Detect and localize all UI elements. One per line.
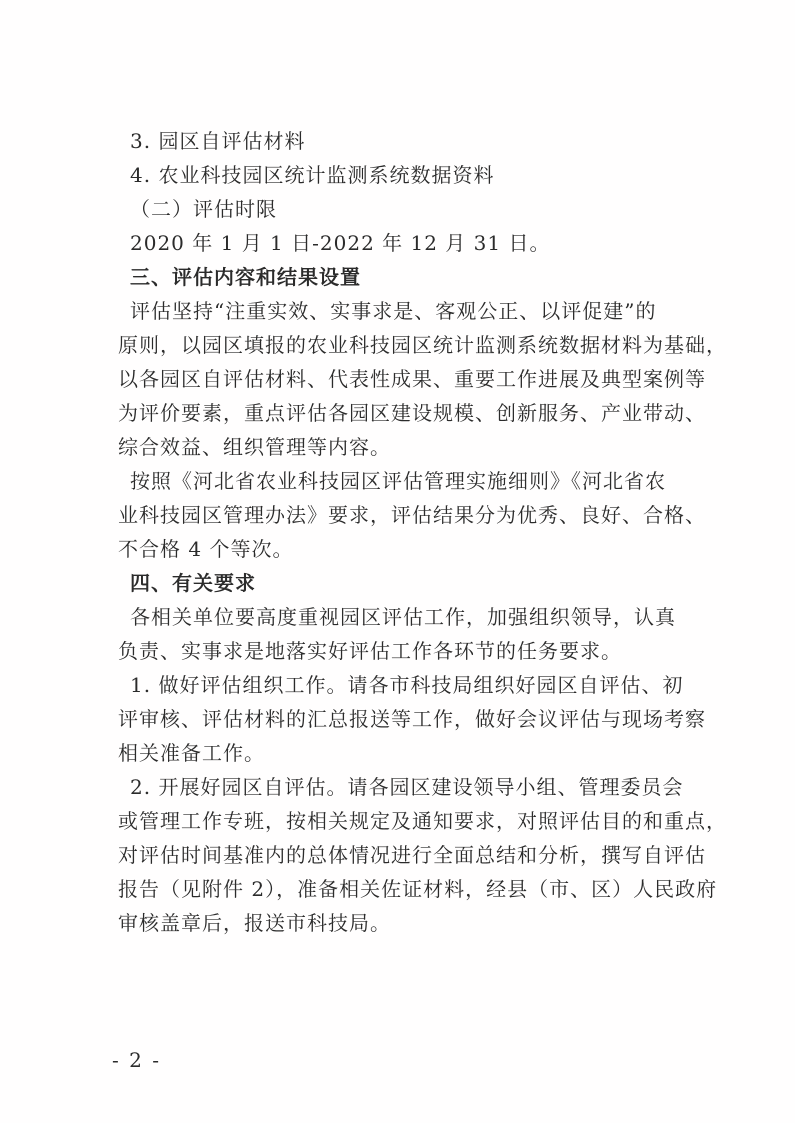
section-heading-3: 三、评估内容和结果设置 <box>130 265 361 289</box>
requirement-item-1: 1. 做好评估组织工作。请各市科技局组织好园区自评估、初 <box>130 673 684 697</box>
paragraph-line: 对评估时间基准内的总体情况进行全面总结和分析，撰写自评估 <box>118 843 706 867</box>
paragraph-line: 评审核、评估材料的汇总报送等工作，做好会议评估与现场考察 <box>118 707 706 731</box>
paragraph-line: 原则，以园区填报的农业科技园区统计监测系统数据材料为基础， <box>118 333 727 357</box>
paragraph-line: 为评价要素，重点评估各园区建设规模、创新服务、产业带动、 <box>118 401 706 425</box>
paragraph-line: 负责、实事求是地落实好评估工作各环节的任务要求。 <box>118 639 622 663</box>
list-item-3: 3. 园区自评估材料 <box>130 129 306 153</box>
page-number: - 2 - <box>112 1048 161 1072</box>
section-heading-4: 四、有关要求 <box>130 571 256 595</box>
paragraph-line: 不合格 4 个等次。 <box>118 537 294 561</box>
paragraph-line: 综合效益、组织管理等内容。 <box>118 435 391 459</box>
paragraph-line: 各相关单位要高度重视园区评估工作，加强组织领导，认真 <box>130 605 676 629</box>
document-body <box>118 124 727 940</box>
paragraph-line: 业科技园区管理办法》要求，评估结果分为优秀、良好、合格、 <box>118 503 706 527</box>
paragraph-line: 或管理工作专班，按相关规定及通知要求，对照评估目的和重点， <box>118 809 727 833</box>
paragraph-line: 以各园区自评估材料、代表性成果、重要工作进展及典型案例等 <box>118 367 706 391</box>
subheading-evaluation-period: （二）评估时限 <box>130 197 277 221</box>
paragraph-line: 审核盖章后，报送市科技局。 <box>118 911 391 935</box>
paragraph-line: 报告（见附件 2），准备相关佐证材料，经县（市、区）人民政府 <box>118 877 718 901</box>
paragraph-line: 评估坚持“注重实效、实事求是、客观公正、以评促建”的 <box>130 299 657 323</box>
paragraph-line: 相关准备工作。 <box>118 741 265 765</box>
list-item-4: 4. 农业科技园区统计监测系统数据资料 <box>130 163 495 187</box>
requirement-item-2: 2. 开展好园区自评估。请各园区建设领导小组、管理委员会 <box>130 775 684 799</box>
evaluation-period-text: 2020 年 1 月 1 日-2022 年 12 月 31 日。 <box>130 231 551 255</box>
paragraph-line: 按照《河北省农业科技园区评估管理实施细则》《河北省农 <box>130 469 666 493</box>
